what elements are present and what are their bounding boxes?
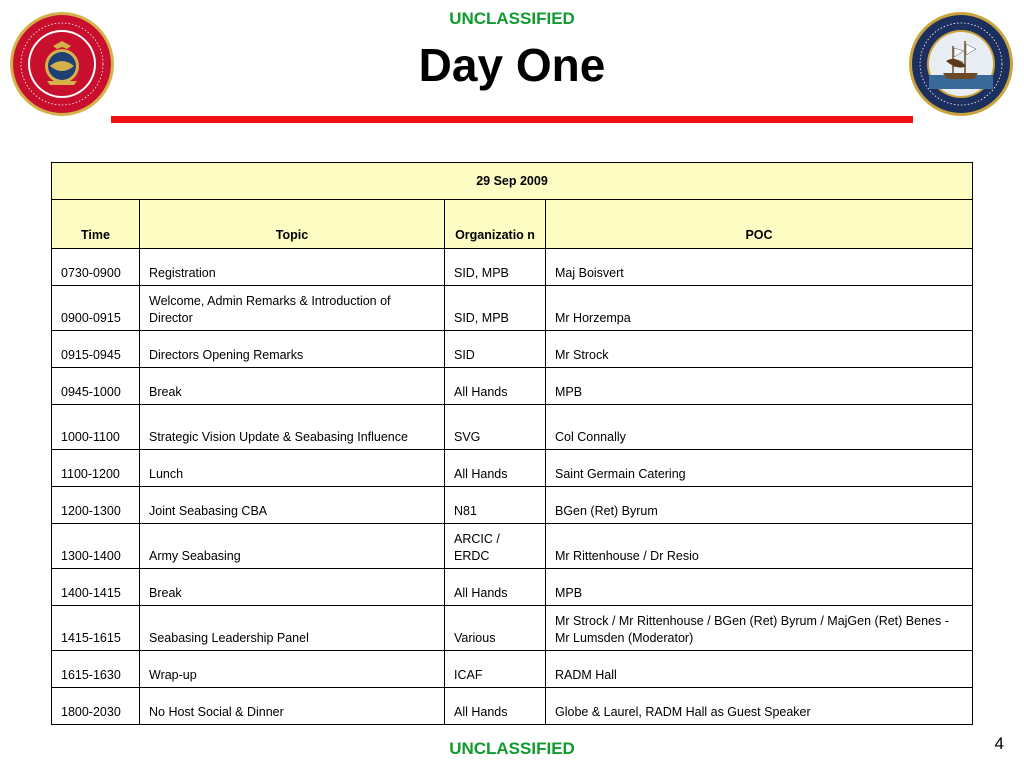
header-row <box>52 200 973 249</box>
table-row <box>52 524 973 569</box>
header-topic: Topic <box>140 200 445 249</box>
date-row <box>52 163 973 200</box>
cell-time: 1800-2030 <box>52 688 140 725</box>
date-cell: 29 Sep 2009 <box>52 163 973 200</box>
header-time: Time <box>52 200 140 249</box>
header-organization: Organizatio n <box>445 200 546 249</box>
agenda-table <box>51 162 973 725</box>
cell-time: 1300-1400 <box>52 524 140 569</box>
cell-poc: MPB <box>546 368 973 405</box>
cell-poc: Mr Strock / Mr Rittenhouse / BGen (Ret) Byrum / MajGen (Ret) Benes - Mr Lumsden (Moderator) <box>546 606 973 651</box>
cell-organization: All Hands <box>445 688 546 725</box>
table-row <box>52 606 973 651</box>
table-row <box>52 487 973 524</box>
cell-time: 0730-0900 <box>52 249 140 286</box>
table-row <box>52 450 973 487</box>
cell-topic: Wrap-up <box>140 651 445 688</box>
cell-topic: Joint Seabasing CBA <box>140 487 445 524</box>
cell-topic: Registration <box>140 249 445 286</box>
cell-topic: Break <box>140 368 445 405</box>
cell-topic: Army Seabasing <box>140 524 445 569</box>
cell-poc: Mr Rittenhouse / Dr Resio <box>546 524 973 569</box>
table-row <box>52 331 973 368</box>
cell-time: 1000-1100 <box>52 405 140 450</box>
cell-organization: SID <box>445 331 546 368</box>
table-row <box>52 368 973 405</box>
cell-organization: SVG <box>445 405 546 450</box>
cell-poc: MPB <box>546 569 973 606</box>
navy-seal-icon <box>908 11 1014 117</box>
table-row <box>52 651 973 688</box>
cell-topic: Seabasing Leadership Panel <box>140 606 445 651</box>
cell-topic: Directors Opening Remarks <box>140 331 445 368</box>
cell-poc: Globe & Laurel, RADM Hall as Guest Speaker <box>546 688 973 725</box>
cell-poc: Col Connally <box>546 405 973 450</box>
cell-organization: ARCIC / ERDC <box>445 524 546 569</box>
cell-organization: ICAF <box>445 651 546 688</box>
cell-poc: BGen (Ret) Byrum <box>546 487 973 524</box>
cell-organization: N81 <box>445 487 546 524</box>
header-poc: POC <box>546 200 973 249</box>
slide-title: Day One <box>418 39 606 91</box>
cell-topic: Lunch <box>140 450 445 487</box>
table-row <box>52 405 973 450</box>
cell-poc: Saint Germain Catering <box>546 450 973 487</box>
table-row <box>52 286 973 331</box>
cell-organization: SID, MPB <box>445 286 546 331</box>
cell-organization: All Hands <box>445 569 546 606</box>
classification-banner-top: UNCLASSIFIED <box>449 9 575 28</box>
cell-time: 0945-1000 <box>52 368 140 405</box>
cell-poc: Maj Boisvert <box>546 249 973 286</box>
cell-organization: All Hands <box>445 450 546 487</box>
cell-time: 1100-1200 <box>52 450 140 487</box>
cell-topic: Strategic Vision Update & Seabasing Influence <box>140 405 445 450</box>
cell-poc: Mr Strock <box>546 331 973 368</box>
cell-organization: Various <box>445 606 546 651</box>
cell-organization: SID, MPB <box>445 249 546 286</box>
cell-topic: No Host Social & Dinner <box>140 688 445 725</box>
cell-organization: All Hands <box>445 368 546 405</box>
cell-time: 0915-0945 <box>52 331 140 368</box>
title-underline <box>111 116 913 123</box>
table-row <box>52 688 973 725</box>
table-row <box>52 569 973 606</box>
cell-time: 0900-0915 <box>52 286 140 331</box>
cell-time: 1615-1630 <box>52 651 140 688</box>
page-number: 4 <box>994 734 1004 753</box>
cell-time: 1415-1615 <box>52 606 140 651</box>
cell-topic: Break <box>140 569 445 606</box>
cell-topic: Welcome, Admin Remarks & Introduction of Director <box>140 286 445 331</box>
cell-poc: Mr Horzempa <box>546 286 973 331</box>
cell-poc: RADM Hall <box>546 651 973 688</box>
cell-time: 1200-1300 <box>52 487 140 524</box>
table-row <box>52 249 973 286</box>
classification-banner-bottom: UNCLASSIFIED <box>449 739 575 758</box>
usmc-seal-icon <box>9 11 115 117</box>
cell-time: 1400-1415 <box>52 569 140 606</box>
